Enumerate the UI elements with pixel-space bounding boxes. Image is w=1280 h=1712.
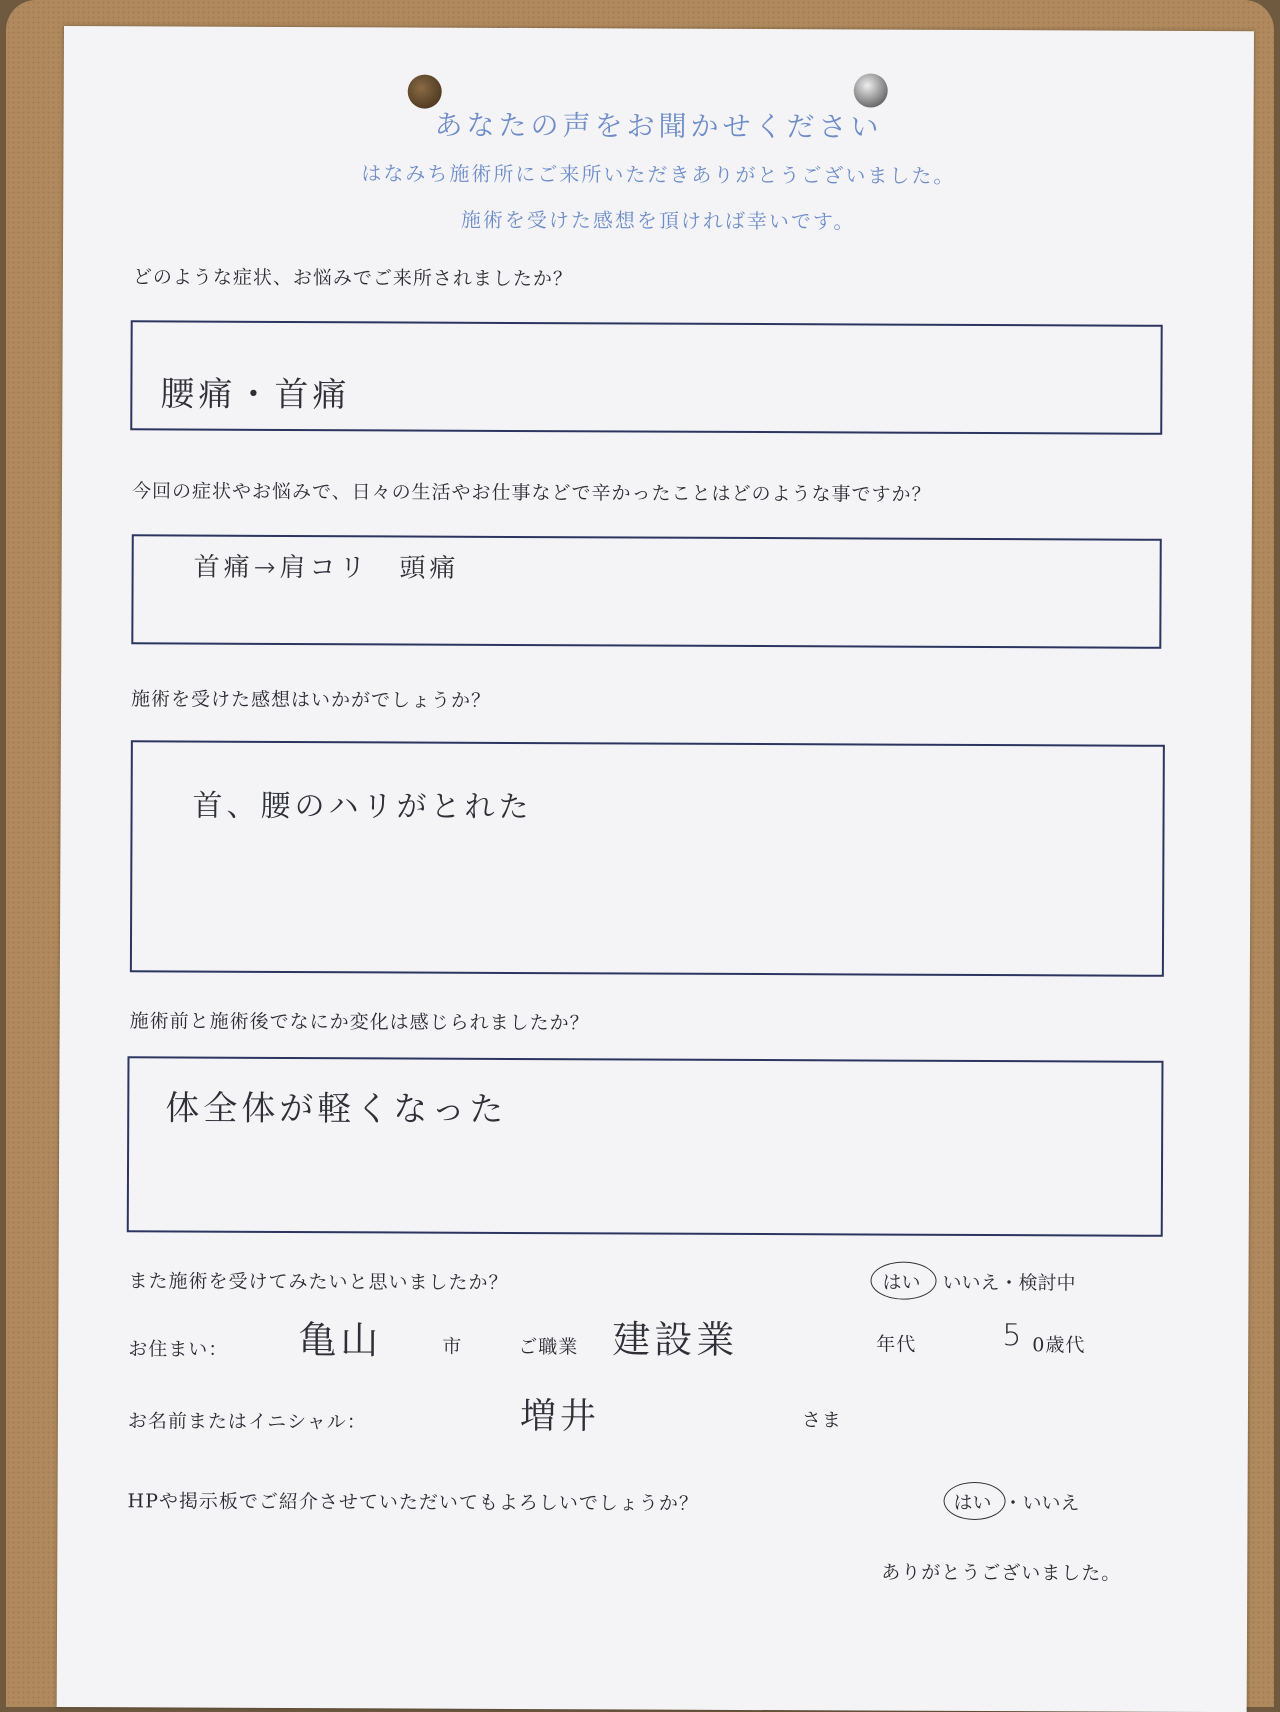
question-1-answer: 腰痛・首痛	[160, 374, 351, 416]
age-value: 5	[1002, 1318, 1026, 1354]
name-honorific: さま	[801, 1409, 842, 1432]
question-4-label: 施術前と施術後でなにか変化は感じられましたか？	[129, 1010, 590, 1035]
question-4-answer: 体全体が軽くなった	[165, 1088, 508, 1130]
survey-sheet	[57, 26, 1254, 1712]
name-label: お名前またはイニシャル：	[127, 1410, 367, 1434]
question-3-answer: 首、腰のハリがとれた	[192, 788, 533, 826]
hp-option-yes[interactable]: はい	[953, 1491, 992, 1515]
occupation-label: ご職業	[518, 1335, 579, 1359]
question-2-answer: 首痛→肩コリ 頭痛	[193, 552, 460, 584]
clipboard	[6, 0, 1274, 1707]
question-2-answer-box[interactable]	[131, 534, 1161, 648]
question-1-answer-box[interactable]	[130, 320, 1162, 435]
age-suffix: 0歳代	[1032, 1334, 1086, 1357]
residence-label: お住まい：	[128, 1338, 229, 1361]
hp-option-no[interactable]: ・いいえ	[1003, 1492, 1080, 1515]
form-subtitle-thanks: はなみち施術所にご来所いただきありがとうございました。	[361, 161, 956, 188]
form-title: あなたの声をお聞かせください	[434, 108, 883, 144]
closing-thanks: ありがとうございました。	[881, 1561, 1122, 1585]
form-subtitle-request: 施術を受けた感想を頂ければ幸いです。	[460, 207, 856, 234]
question-4-answer-box[interactable]	[127, 1056, 1164, 1237]
question-2-label: 今回の症状やお悩みで、日々の生活やお仕事などで辛かったことはどのような事ですか？	[131, 480, 932, 506]
revisit-option-no-undecided[interactable]: いいえ・検討中	[942, 1271, 1076, 1295]
city-suffix: 市	[442, 1335, 463, 1358]
residence-value: 亀山	[298, 1318, 383, 1363]
question-3-answer-box[interactable]	[130, 740, 1165, 977]
question-3-label: 施術を受けた感想はいかがでしょうか？	[131, 688, 492, 712]
clip-rivet	[854, 73, 888, 107]
revisit-option-yes[interactable]: はい	[882, 1271, 921, 1294]
revisit-question-label: また施術を受けてみたいと思いましたか？	[128, 1270, 509, 1294]
question-1-label: どのような症状、お悩みでご来所されましたか？	[132, 266, 573, 291]
hp-consent-label: HPや掲示板でご紹介させていただいてもよろしいでしょうか？	[127, 1490, 699, 1515]
name-value: 増井	[519, 1396, 601, 1438]
occupation-value: 建設業	[612, 1317, 739, 1362]
age-label: 年代	[876, 1333, 917, 1356]
